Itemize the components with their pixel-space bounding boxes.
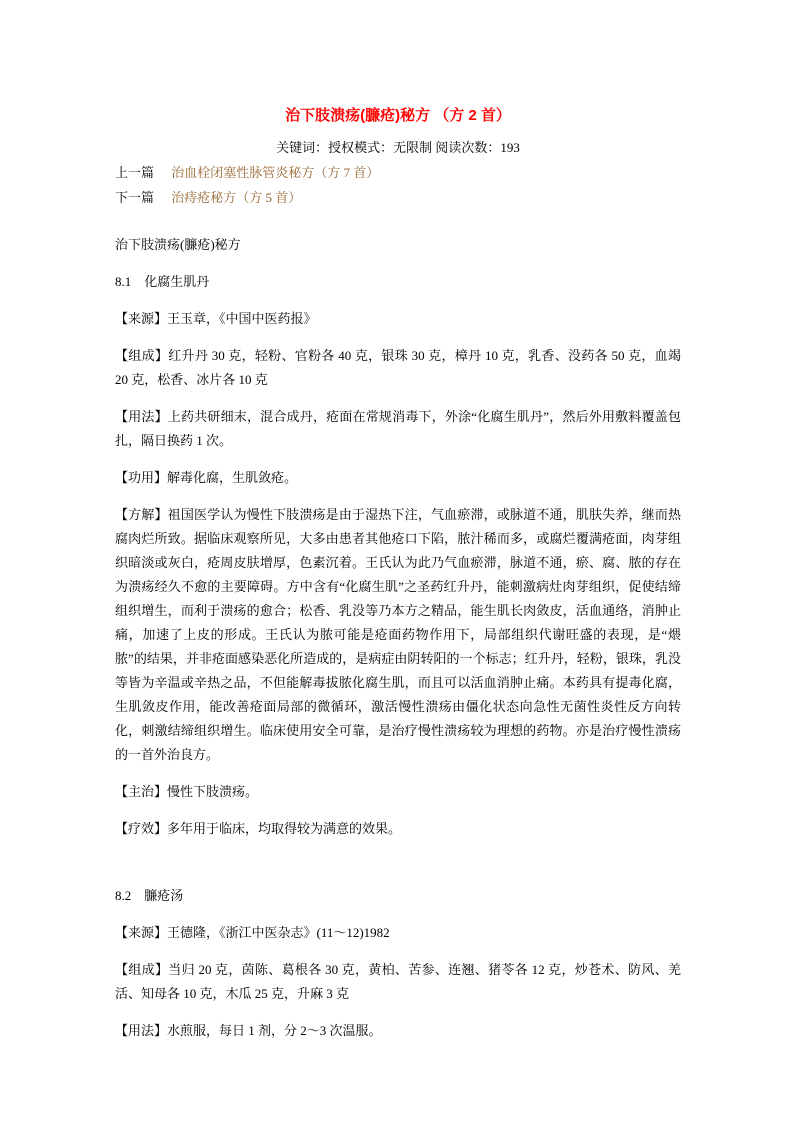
next-article-link[interactable]: 治痔疮秘方（方 5 首） [171, 190, 302, 205]
section-2-composition: 【组成】当归 20 克，茵陈、葛根各 30 克，黄柏、苦参、连翘、猪苓各 12 克，炒苍术、防风、羌活、知母各 10 克，木瓜 25 克，升麻 3 克 [115, 962, 681, 1001]
article-subtitle: 治下肢溃疡(臁疮)秘方 [115, 237, 241, 252]
page-title: 治下肢溃疡(臁疮)秘方 （方 2 首） [285, 107, 511, 124]
prev-article-label: 上一篇 [115, 165, 155, 180]
prev-article-row [115, 164, 681, 182]
read-count-text: 阅读次数：193 [435, 140, 520, 155]
section-1-source: 【来源】王玉章，《中国中医药报》 [115, 311, 317, 326]
section-1-efficacy: 【疗效】多年用于临床，均取得较为满意的效果。 [115, 821, 402, 836]
section-2-heading: 8.2 臁疮汤 [115, 888, 184, 903]
auth-mode-text: 授权模式：无限制 [328, 140, 433, 155]
section-2-source: 【来源】王德隆，《浙江中医杂志》(11～12)1982 [115, 925, 390, 940]
article-body [115, 233, 681, 1043]
prev-article-link[interactable]: 治血栓闭塞性脉管炎秘方（方 7 首） [171, 165, 380, 180]
section-1-explanation: 【方解】祖国医学认为慢性下肢溃疡是由于湿热下注，气血瘀滞，或脉道不通，肌肤失养，继而热腐肉烂所致。据临床观察所见，大多由患者其他疮口下陷，脓汁稀而多，或腐烂覆满疮面，肉芽组织暗淡或灰白，疮周皮肤增厚，色素沉着。王氏认为此乃气血瘀滞，脉道不通，瘀、腐、脓的存在为溃疡经久不愈的主要障碍。方中含有“化腐生肌”之圣药红升丹，能刺激病灶肉芽组织，促使结缔组织增生，而利于溃疡的愈合；松香、乳没等乃本方之精品，能生肌长肉敛皮，活血通络，消肿止痛，加速了上皮的形成。王氏认为脓可能是疮面药物作用下，局部组织代谢旺盛的表现，是“煨脓”的结果，并非疮面感染恶化所造成的，是病症由阴转阳的一个标志；红升丹，轻粉，银珠，乳没等皆为辛温或辛热之品，不但能解毒拔脓化腐生肌，而且可以活血消肿止痛。本药具有提毒化腐，生肌敛皮作用，能改善疮面局部的微循环，激活慢性溃疡由僵化状态向急性无菌性炎性反方向转化，刺激结缔组织增生。临床使用安全可靠，是治疗慢性溃疡较为理想的药物。亦是治疗慢性溃疡的一首外治良方。 [115, 507, 681, 762]
next-article-label: 下一篇 [115, 190, 155, 205]
next-article-row [115, 189, 681, 207]
section-1-heading: 8.1 化腐生肌丹 [115, 274, 210, 289]
section-2-usage: 【用法】水煎服，每日 1 剂，分 2～3 次温服。 [115, 1023, 382, 1038]
keywords-label: 关键词： [276, 140, 329, 155]
meta-line [115, 139, 681, 157]
section-1-function: 【功用】解毒化腐，生肌敛疮。 [115, 470, 298, 485]
section-1-indication: 【主治】慢性下肢溃疡。 [115, 784, 259, 799]
content-column [115, 0, 681, 1056]
section-1-usage: 【用法】上药共研细末，混合成丹，疮面在常规消毒下，外涂“化腐生肌丹”，然后外用敷料覆盖包扎，隔日换药 1 次。 [115, 409, 681, 448]
section-1-composition: 【组成】红升丹 30 克，轻粉、官粉各 40 克，银珠 30 克，樟丹 10 克，乳香、没药各 50 克，血竭 20 克，松香、冰片各 10 克 [115, 348, 681, 387]
